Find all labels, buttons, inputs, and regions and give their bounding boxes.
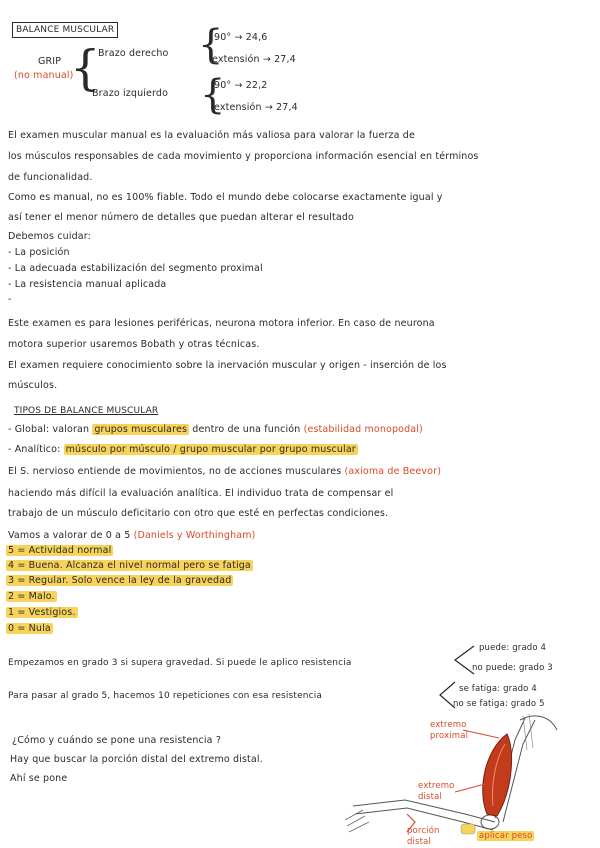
left-arm-label: Brazo izquierdo xyxy=(92,88,169,99)
question-line-2: Hay que buscar la porción distal del extremo distal. xyxy=(10,754,263,765)
grip-note: (no manual) xyxy=(14,70,74,81)
list-item: - La resistencia manual aplicada xyxy=(8,279,167,290)
grade-2-text: 2 = Malo. xyxy=(8,591,55,602)
question-line-1: ¿Cómo y cuándo se pone una resistencia ? xyxy=(12,735,222,746)
right-arm-label: Brazo derecho xyxy=(98,48,169,59)
global-note: (estabilidad monopodal) xyxy=(303,424,423,435)
scale-author: (Daniels y Worthingham) xyxy=(133,530,256,541)
grade-3 xyxy=(6,575,233,587)
intro-line-3: de funcionalidad. xyxy=(8,172,93,183)
left-90-value: 90° → 22,2 xyxy=(214,80,268,91)
list-item: - xyxy=(8,294,12,305)
grade-0-text: 0 = Nula xyxy=(8,623,51,634)
grades-option-no-fatiga: no se fatiga: grado 5 xyxy=(453,699,545,709)
beevor-text: El S. nervioso entiende de movimientos, no de acciones musculares xyxy=(8,466,342,477)
brace-left: { xyxy=(200,72,226,118)
grade-5 xyxy=(6,545,113,557)
intro-line-6: Debemos cuidar: xyxy=(8,231,91,242)
analitico-line xyxy=(8,444,358,456)
question-line-3: Ahí se pone xyxy=(10,773,68,784)
analitico-prefix: - Analítico: xyxy=(8,444,61,455)
label-extremo-proximal: extremo proximal xyxy=(430,720,469,741)
intro-line-2: los músculos responsables de cada movimiento y proporciona información esencial en términos xyxy=(8,151,479,162)
left-ext-value: extensión → 27,4 xyxy=(214,102,298,113)
list-item: - La posición xyxy=(8,247,70,258)
label-porcion-distal: porción distal xyxy=(407,826,440,847)
global-prefix: - Global: valoran xyxy=(8,424,90,435)
intro-line-4: Como es manual, no es 100% fiable. Todo el mundo debe colocarse exactamente igual y xyxy=(8,192,443,203)
scale-intro-line xyxy=(8,530,255,542)
para2-line-2: motora superior usaremos Bobath y otras técnicas. xyxy=(8,339,260,350)
list-item: - La adecuada estabilización del segmento proximal xyxy=(8,263,263,274)
para2-line-1: Este examen es para lesiones periféricas, neurona motora inferior. En caso de neurona xyxy=(8,318,435,329)
grade-4-text: 4 = Buena. Alcanza el nivel normal pero se fatiga xyxy=(8,560,251,571)
label-extremo-distal: extremo distal xyxy=(418,781,455,802)
grades-line-2: Para pasar al grado 5, hacemos 10 repeticiones con esa resistencia xyxy=(8,691,323,701)
brace-right: { xyxy=(198,22,224,68)
scale-intro: Vamos a valorar de 0 a 5 xyxy=(8,530,131,541)
intro-line-1: El examen muscular manual es la evaluación más valiosa para valorar la fuerza de xyxy=(8,130,415,141)
grades-option-puede: puede: grado 4 xyxy=(479,643,547,653)
tipos-line-2: haciendo más difícil la evaluación analítica. El individuo trata de compensar el xyxy=(8,488,394,499)
tipos-line-3: trabajo de un músculo deficitario con otro que esté en perfectas condiciones. xyxy=(8,508,389,519)
para2-line-3: El examen requiere conocimiento sobre la inervación muscular y origen - inserción de los xyxy=(8,360,447,371)
grades-line-1: Empezamos en grado 3 si supera gravedad. Si puede le aplico resistencia xyxy=(8,658,352,668)
global-highlight: grupos musculares xyxy=(94,424,188,435)
right-90-value: 90° → 24,6 xyxy=(214,32,268,43)
intro-line-5: así tener el menor número de detalles que puedan alterar el resultado xyxy=(8,212,355,223)
grade-5-text: 5 = Actividad normal xyxy=(8,545,112,556)
section-title-tipos: TIPOS DE BALANCE MUSCULAR xyxy=(14,406,159,416)
beevor-line xyxy=(8,466,441,478)
global-post: dentro de una función xyxy=(192,424,301,435)
beevor-note: (axioma de Beevor) xyxy=(344,466,442,477)
brace-grip: { xyxy=(70,40,101,96)
grade-4 xyxy=(6,560,253,572)
grades-option-fatiga: se fatiga: grado 4 xyxy=(459,684,537,694)
grade-3-text: 3 = Regular. Solo vence la ley de la gravedad xyxy=(8,575,232,586)
grade-1-text: 1 = Vestigios. xyxy=(8,607,76,618)
grades-option-no-puede: no puede: grado 3 xyxy=(472,663,553,673)
right-ext-value: extensión → 27,4 xyxy=(212,54,296,65)
grade-0 xyxy=(6,623,53,635)
para2-line-4: músculos. xyxy=(8,380,58,391)
analitico-highlight: músculo por músculo / grupo muscular por grupo muscular xyxy=(65,444,356,455)
label-aplicar-peso-text: aplicar peso xyxy=(479,831,533,841)
grade-2 xyxy=(6,591,57,603)
grip-label: GRIP xyxy=(38,56,62,67)
page-title: BALANCE MUSCULAR xyxy=(12,22,118,38)
grade-1 xyxy=(6,607,78,619)
label-aplicar-peso xyxy=(477,830,534,842)
global-line xyxy=(8,424,423,436)
